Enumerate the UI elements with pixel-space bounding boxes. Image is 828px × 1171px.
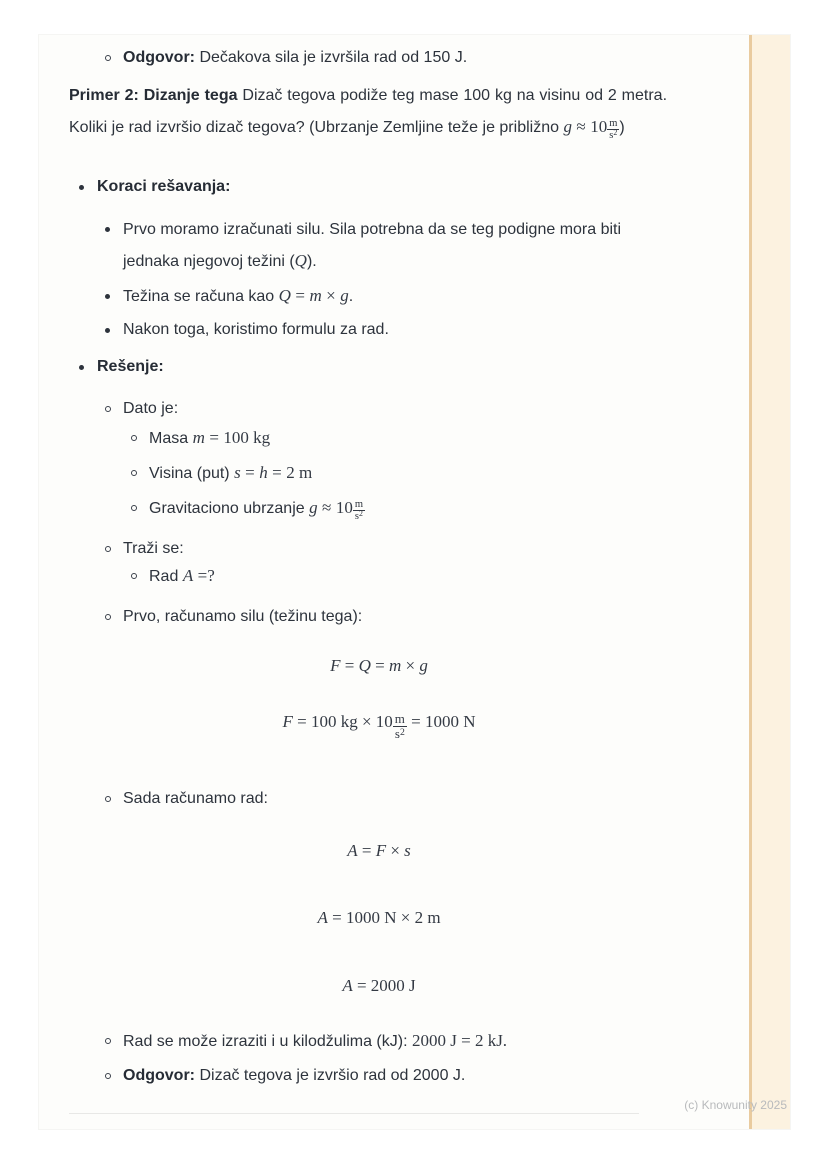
disc-bullet-icon xyxy=(79,365,84,370)
disc-bullet-icon xyxy=(79,185,84,190)
koraci-2-post: . xyxy=(348,288,354,305)
math-var-Q: Q xyxy=(294,251,307,270)
answer-prev-label: Odgovor: xyxy=(123,49,195,66)
visina-text: Visina (put) xyxy=(149,465,230,482)
formula-work: A = F × s xyxy=(347,841,411,860)
list-item-answer xyxy=(105,1061,665,1091)
close-paren: ) xyxy=(619,119,625,136)
circle-bullet-icon xyxy=(105,1073,111,1079)
document-page xyxy=(38,34,791,1130)
math-coef: 10 xyxy=(335,498,353,517)
list-item-answer-prev xyxy=(105,43,665,73)
grav-text: Gravitaciono ubrzanje xyxy=(149,500,305,517)
math-var-m: m xyxy=(309,286,322,305)
kj-note-math: 2000 J = 2 kJ. xyxy=(411,1031,508,1050)
formula-work-result: A = 2000 J xyxy=(342,976,416,995)
list-item-rad xyxy=(131,561,671,592)
primer2-paragraph xyxy=(69,80,667,143)
math-var-g: g xyxy=(340,286,349,305)
math-var-m: m xyxy=(192,428,205,447)
disc-bullet-icon xyxy=(105,294,110,299)
dato-label: Dato je: xyxy=(123,400,179,417)
circle-bullet-icon xyxy=(105,406,111,412)
math-times: × xyxy=(326,286,336,305)
koraci-3-text: Nakon toga, koristimo formulu za rad. xyxy=(123,321,389,338)
math-equals: = xyxy=(295,286,305,305)
masa-text: Masa xyxy=(149,430,189,447)
list-item-trazi-label xyxy=(105,534,665,564)
primer2-title: Primer 2: Dizanje tega xyxy=(69,87,238,104)
formula-force: F = Q = m × g xyxy=(330,656,428,675)
koraci-1-post: ). xyxy=(306,253,317,270)
list-item-koraci-1 xyxy=(105,214,665,277)
circle-bullet-icon xyxy=(105,614,111,620)
list-item-gravitacija xyxy=(131,493,671,524)
math-equals: = xyxy=(272,463,282,482)
circle-bullet-icon xyxy=(105,55,111,61)
kj-note-text: Rad se može izraziti i u kilodžulima (kJ): xyxy=(123,1033,408,1050)
rad-question: =? xyxy=(197,566,215,585)
list-item-step-force xyxy=(105,602,665,632)
resenje-title: Rešenje: xyxy=(97,358,164,375)
disc-bullet-icon xyxy=(105,227,110,232)
list-item-masa xyxy=(131,423,671,454)
math-approx: ≈ xyxy=(322,498,332,517)
circle-bullet-icon xyxy=(105,1038,111,1044)
koraci-title: Koraci rešavanja: xyxy=(97,178,231,195)
koraci-1-text: Prvo moramo izračunati silu. Sila potrebna da se teg podigne mora biti jednaka njegovoj težini ( xyxy=(123,221,622,270)
math-var-g: g xyxy=(309,498,318,517)
math-var-g: g xyxy=(563,117,572,136)
math-approx: ≈ xyxy=(576,117,586,136)
math-var-h: h xyxy=(259,463,268,482)
section-divider xyxy=(69,1113,639,1114)
circle-bullet-icon xyxy=(105,546,111,552)
page-edge-accent xyxy=(749,35,790,1129)
math-coef: 10 xyxy=(590,117,608,136)
list-item-dato-label xyxy=(105,394,665,424)
list-item-resenje-title xyxy=(79,352,164,382)
fraction-m-per-s2: $\frac{m}{s^2}$ xyxy=(354,498,364,522)
disc-bullet-icon xyxy=(105,328,110,333)
step-work-text: Sada računamo rad: xyxy=(123,790,268,807)
masa-value: 100 kg xyxy=(223,428,271,447)
copyright-footer: (c) Knowunity 2025 xyxy=(684,1098,787,1112)
circle-bullet-icon xyxy=(131,470,137,476)
fraction-m-per-s2: $\frac{m}{s^2}$ xyxy=(609,117,618,141)
formula-work-calc: A = 1000 N × 2 m xyxy=(317,908,441,927)
list-item-koraci-3 xyxy=(105,315,665,345)
list-item-koraci-title xyxy=(79,172,230,202)
list-item-koraci-2 xyxy=(105,281,665,312)
circle-bullet-icon xyxy=(131,573,137,579)
circle-bullet-icon xyxy=(131,435,137,441)
math-var-A: A xyxy=(182,566,194,585)
answer-prev-text: Dečakova sila je izvršila rad od 150 J. xyxy=(199,49,468,66)
answer-text: Dizač tegova je izvršio rad od 2000 J. xyxy=(199,1067,466,1084)
koraci-2-text: Težina se računa kao xyxy=(123,288,275,305)
math-equals: = xyxy=(245,463,255,482)
primer2-body: Dizač tegova podiže teg mase 100 kg na visinu od 2 metra. Koliki je rad izvršio dizač tegova? (Ubrzanje Zemljine teže je približno xyxy=(69,87,668,136)
list-item-visina xyxy=(131,458,671,489)
fraction-m-per-s2: $\frac{m}{s^2}$ xyxy=(394,711,405,742)
formula-force-calc: F = 100 kg × 10 $\frac{m}{s^2}$ = 1000 N xyxy=(282,711,476,742)
math-var-Q: Q xyxy=(278,286,291,305)
math-var-s: s xyxy=(234,463,241,482)
circle-bullet-icon xyxy=(105,796,111,802)
trazi-label: Traži se: xyxy=(123,540,184,557)
step-force-text: Prvo, računamo silu (težinu tega): xyxy=(123,608,363,625)
list-item-step-work xyxy=(105,784,665,814)
circle-bullet-icon xyxy=(131,505,137,511)
answer-label: Odgovor: xyxy=(123,1067,195,1084)
math-equals: = xyxy=(209,428,219,447)
rad-text: Rad xyxy=(149,568,179,585)
visina-value: 2 m xyxy=(286,463,313,482)
list-item-kj-note xyxy=(105,1026,665,1057)
